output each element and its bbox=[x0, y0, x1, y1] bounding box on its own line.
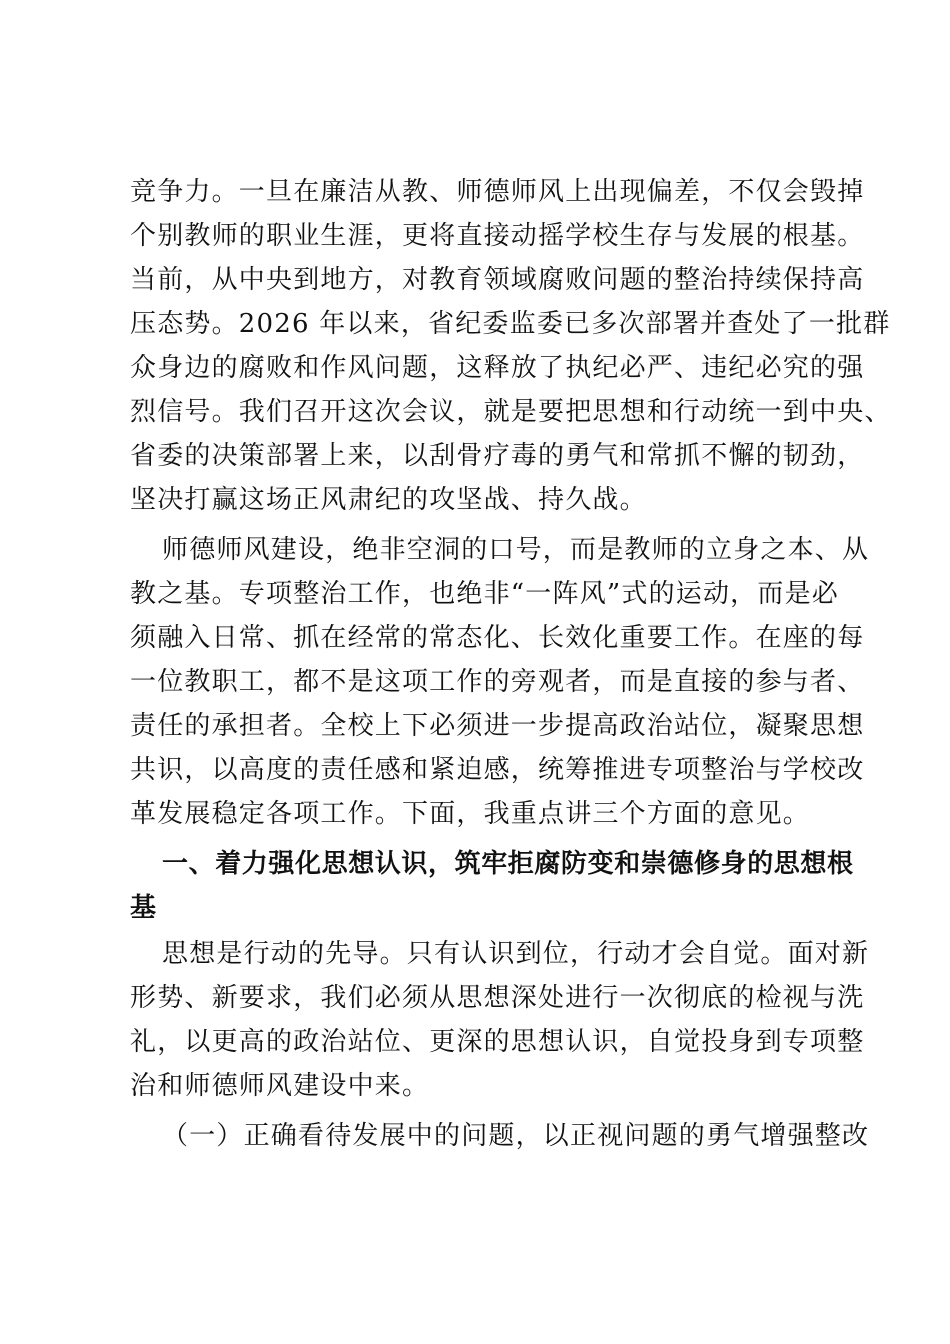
paragraph-line: 坚决打赢这场正风肃纪的攻坚战、持久战。 bbox=[130, 485, 647, 515]
paragraph-line: 师德师风建设，绝非空洞的口号，而是教师的立身之本、从 bbox=[162, 535, 870, 565]
paragraph-line: 一位教职工，都不是这项工作的旁观者，而是直接的参与者、 bbox=[130, 667, 865, 697]
paragraph-line: 省委的决策部署上来，以刮骨疗毒的勇气和常抓不懈的韧劲， bbox=[130, 441, 865, 471]
paragraph-line: 烈信号。我们召开这次会议，就是要把思想和行动统一到中央、 bbox=[130, 397, 892, 427]
paragraph-line: 须融入日常、抓在经常的常态化、长效化重要工作。在座的每 bbox=[130, 623, 865, 653]
paragraph-line: 教之基。专项整治工作，也绝非“一阵风”式的运动，而是必 bbox=[130, 579, 839, 609]
paragraph-line: 个别教师的职业生涯，更将直接动摇学校生存与发展的根基。 bbox=[130, 221, 865, 251]
paragraph-line: 礼，以更高的政治站位、更深的思想认识，自觉投身到专项整 bbox=[130, 1027, 865, 1057]
paragraph-line: 当前，从中央到地方，对教育领域腐败问题的整治持续保持高 bbox=[130, 265, 865, 295]
paragraph-line: 治和师德师风建设中来。 bbox=[130, 1071, 430, 1101]
paragraph-line: 众身边的腐败和作风问题，这释放了执纪必严、违纪必究的强 bbox=[130, 353, 865, 383]
paragraph-line: 思想是行动的先导。只有认识到位，行动才会自觉。面对新 bbox=[162, 939, 870, 969]
section-heading: 一、着力强化思想认识，筑牢拒腐防变和崇德修身的思想根 bbox=[162, 849, 854, 879]
paragraph-line: 压态势。2026 年以来，省纪委监委已多次部署并查处了一批群 bbox=[130, 309, 891, 339]
paragraph-line: 形势、新要求，我们必须从思想深处进行一次彻底的检视与洗 bbox=[130, 983, 865, 1013]
paragraph-line: 责任的承担者。全校上下必须进一步提高政治站位，凝聚思想 bbox=[130, 711, 865, 741]
paragraph-line: 竞争力。一旦在廉洁从教、师德师风上出现偏差，不仅会毁掉 bbox=[130, 177, 865, 207]
section-heading: 基 bbox=[130, 893, 157, 923]
paragraph-line: 革发展稳定各项工作。下面，我重点讲三个方面的意见。 bbox=[130, 799, 811, 829]
subsection-heading: （一）正确看待发展中的问题，以正视问题的勇气增强整改 bbox=[162, 1121, 870, 1151]
paragraph-line: 共识，以高度的责任感和紧迫感，统筹推进专项整治与学校改 bbox=[130, 755, 865, 785]
